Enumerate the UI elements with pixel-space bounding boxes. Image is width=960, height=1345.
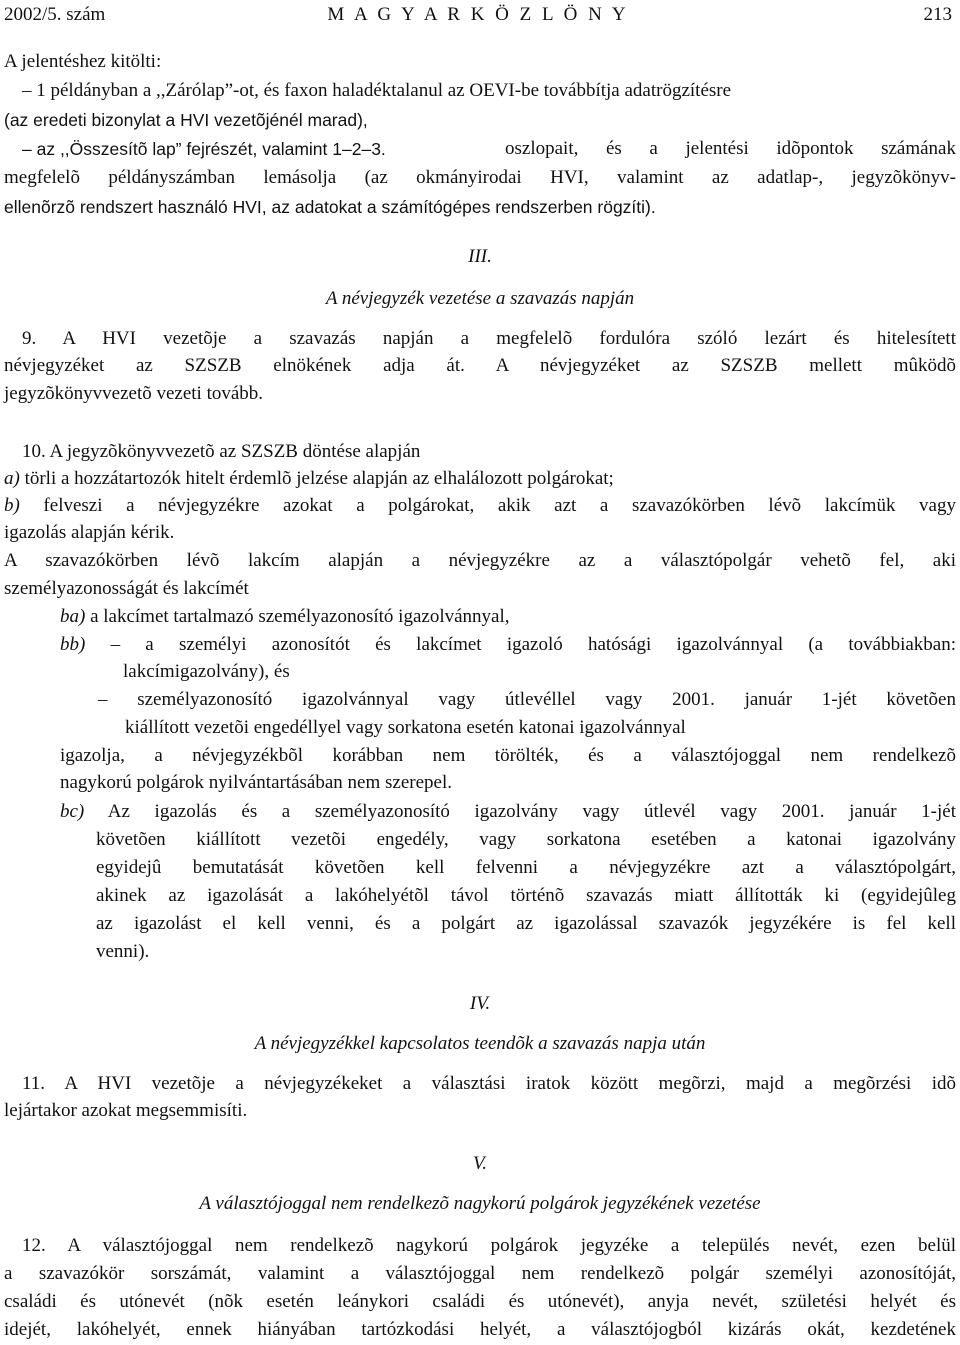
subitem-bc	[60, 799, 956, 825]
running-header	[4, 2, 952, 28]
subitem-bc-text: Az igazolás és a személyazonosító igazolvány vagy útlevél vagy 2001. január 1-jét	[84, 801, 956, 822]
paragraph-12-line-1: 12. A választójoggal nem rendelkezõ nagykorú polgárok jegyzéke a település nevét, ezen belül	[22, 1235, 956, 1256]
subitem-bc-cont-3: akinek az igazolását a lakóhelyétõl távol történõ szavazás miatt állították ki (egyidejûleg	[96, 885, 956, 906]
paragraph-10-address-line-2: személyazonosságát és lakcímét	[4, 578, 249, 599]
paragraph-10-item-b	[4, 493, 956, 519]
subitem-bc-cont-2: egyidejû bemutatását követõen kell felvenni a névjegyzékre azt a választópolgárt,	[96, 857, 956, 878]
item-b-text: felveszi a névjegyzékre azokat a polgárokat, akik azt a szavazókörben lévõ lakcímük vagy	[19, 495, 956, 516]
subitem-bc-marker: bc)	[60, 801, 85, 822]
paragraph-12-line-2: a szavazókör sorszámát, valamint a választójoggal nem rendelkezõ polgár személyi azonosítóját,	[4, 1263, 956, 1284]
subitem-bc-cont-1: követõen kiállított vezetõi engedély, vagy sorkatona esetében a katonai igazolvány	[96, 829, 956, 850]
intro-item-1: – 1 példányban a ,,Zárólap”-ot, és faxon haladéktalanul az OEVI-be továbbítja adatrögzítésre	[22, 80, 732, 101]
intro-item-1-cont: (az eredeti bizonylat a HVI vezetõjénél marad),	[4, 110, 368, 130]
paragraph-12-line-3: családi és utónevét (nõk esetén leánykori családi és utónevét), anyja nevét, születési helyét és	[4, 1291, 956, 1312]
section-numeral-4: IV.	[469, 993, 491, 1014]
intro-item-2-cont-1: megfelelõ példányszámban lemásolja (az okmányirodai HVI, valamint az adatlap-, jegyzõkönyv-	[4, 167, 956, 188]
paragraph-9-line-3: jegyzõkönyvvezetõ vezeti tovább.	[4, 383, 264, 404]
section-title-3: A névjegyzék vezetése a szavazás napján	[325, 288, 635, 309]
subitem-bb-text: – a személyi azonosítót és lakcímet igazoló hatósági igazolvánnyal (a továbbiakban:	[85, 634, 956, 655]
item-a-text: törli a hozzátartozók hitelt érdemlõ jelzése alapján az elhalálozott polgárokat;	[19, 468, 614, 489]
journal-title: M A G Y A R K Ö Z L Ö N Y	[327, 4, 629, 25]
paragraph-9-line-1: 9. A HVI vezetõje a szavazás napján a megfelelõ fordulóra szóló lezárt és hitelesített	[22, 328, 956, 349]
item-a-marker: a)	[4, 468, 20, 489]
intro-heading: A jelentéshez kitölti:	[4, 51, 162, 72]
subitem-ba-text: a lakcímet tartalmazó személyazonosító igazolvánnyal,	[85, 606, 510, 627]
paragraph-9-line-2: névjegyzéket az SZSZB elnökének adja át. A névjegyzéket az SZSZB mellett mûködõ	[4, 355, 956, 376]
paragraph-11-line-1: 11. A HVI vezetõje a névjegyzékeket a választási iratok között megõrzi, majd a megõrzési idõ	[22, 1073, 956, 1094]
paragraph-10-line-1: 10. A jegyzõkönyvvezetõ az SZSZB döntése alapján	[22, 441, 421, 462]
subitem-bb	[60, 632, 956, 658]
item-b-marker: b)	[4, 495, 20, 516]
paragraph-10-item-a	[4, 466, 956, 492]
subitem-bc-cont-5: venni).	[96, 941, 150, 962]
subitem-ba-marker: ba)	[60, 606, 86, 627]
section-numeral-3: III.	[468, 246, 492, 267]
subitem-bb-cont-1: lakcímigazolvány), és	[123, 661, 290, 682]
intro-item-2-tail: oszlopait, és a jelentési idõpontok számának	[505, 138, 956, 159]
subitem-bb-cont-3: kiállított vezetõi engedéllyel vagy sorkatona esetén katonai igazolvánnyal	[125, 717, 686, 738]
section-title-5: A választójoggal nem rendelkezõ nagykorú polgárok jegyzékének vezetése	[199, 1193, 761, 1214]
subitem-bb-cont-5: nagykorú polgárok nyilvántartásában nem szerepel.	[60, 772, 452, 793]
issue-number: 2002/5. szám	[4, 4, 106, 25]
section-title-4: A névjegyzékkel kapcsolatos teendõk a szavazás napja után	[254, 1033, 706, 1054]
subitem-bb-cont-2: – személyazonosító igazolvánnyal vagy útlevéllel vagy 2001. január 1-jét követõen	[98, 689, 956, 710]
subitem-ba	[60, 604, 956, 630]
section-numeral-5: V.	[473, 1153, 487, 1174]
intro-item-2-cont-2: ellenõrzõ rendszert használó HVI, az adatokat a számítógépes rendszerben rögzíti).	[4, 197, 656, 217]
subitem-bc-cont-4: az igazolást el kell venni, és a polgárt az igazolással szavazók jegyzékére is fel kell	[96, 913, 956, 934]
paragraph-12-line-4: idejét, lakóhelyét, ennek hiányában tartózkodási helyét, a választójogból kizárás okát, kezdetének	[4, 1319, 956, 1340]
subitem-bb-cont-4: igazolja, a névjegyzékbõl korábban nem törölték, és a választójoggal nem rendelkezõ	[60, 745, 956, 766]
paragraph-10-item-b-cont: igazolás alapján kérik.	[4, 522, 175, 543]
paragraph-10-address-line-1: A szavazókörben lévõ lakcím alapján a névjegyzékre az a választópolgár vehetõ fel, aki	[4, 550, 956, 571]
subitem-bb-marker: bb)	[60, 634, 86, 655]
intro-item-2: – az ,,Összesítõ lap” fejrészét, valamint 1–2–3.	[22, 139, 386, 159]
paragraph-11-line-2: lejártakor azokat megsemmisíti.	[4, 1100, 248, 1121]
page-number: 213	[923, 4, 952, 25]
